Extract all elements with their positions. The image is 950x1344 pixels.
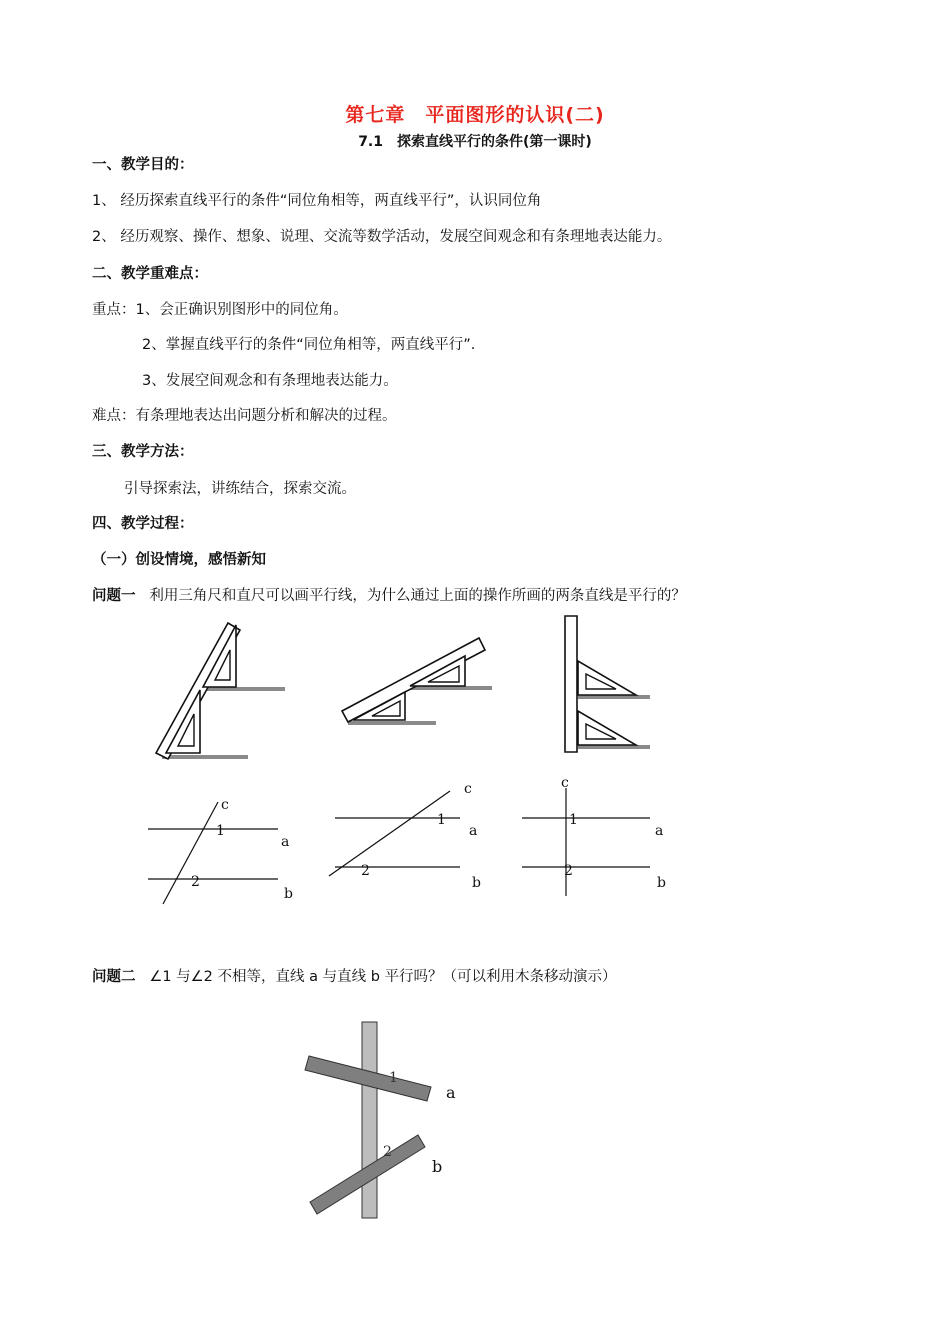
angle-1-label: 1 [569, 812, 578, 828]
difficulty-point: 难点：有条理地表达出问题分析和解决的过程。 [92, 408, 397, 424]
question-2 [92, 965, 617, 986]
ruler-triangle-group-3 [565, 616, 650, 752]
page-title: 第七章 平面图形的认识(二) [345, 104, 605, 126]
question-1-label: 问题一 [92, 588, 136, 604]
key-point-1: 重点：1、会正确识别图形中的同位角。 [92, 302, 348, 318]
angle-2-label: 2 [361, 863, 370, 879]
label-a: a [655, 823, 664, 839]
section-heading-method: 三、教学方法： [92, 444, 194, 460]
ruler-triangle-group-1 [156, 623, 285, 759]
label-b: b [657, 875, 666, 891]
angle-2-label: 2 [564, 863, 573, 879]
label-c: c [561, 775, 569, 791]
angle-2-label: 2 [383, 1144, 392, 1160]
transversal-diagram-1 [148, 797, 293, 904]
angle-1-label: 1 [437, 812, 446, 828]
section-heading-keypoints: 二、教学重难点： [92, 266, 208, 282]
label-b: b [432, 1157, 443, 1176]
angle-1-label: 1 [216, 823, 225, 839]
key-point-3: 3、发展空间观念和有条理地表达能力。 [142, 373, 398, 389]
section-heading-goals: 一、教学目的： [92, 157, 194, 173]
label-b: b [284, 886, 293, 902]
label-a: a [281, 834, 290, 850]
parallel-lines-figure [0, 600, 950, 970]
key-point-2: 2、掌握直线平行的条件“同位角相等，两直线平行”. [142, 337, 476, 353]
ruler-triangle-group-2 [342, 638, 492, 723]
vertical-stick [362, 1022, 377, 1218]
label-c: c [221, 797, 229, 813]
label-b: b [472, 875, 481, 891]
question-2-text: ∠1 与∠2 不相等，直线 a 与直线 b 平行吗？（可以利用木条移动演示） [149, 969, 617, 985]
section-heading-process: 四、教学过程： [92, 516, 194, 532]
question-2-label: 问题二 [92, 969, 136, 985]
transversal-diagram-2 [329, 781, 481, 891]
label-a: a [469, 823, 478, 839]
method-text: 引导探索法，讲练结合，探索交流。 [124, 481, 356, 497]
subsection-heading: （一）创设情境，感悟新知 [92, 552, 266, 568]
question-1-text: 利用三角尺和直尺可以画平行线，为什么通过上面的操作所画的两条直线是平行的？ [149, 588, 686, 604]
angle-1-label: 1 [389, 1070, 398, 1086]
goal-item-1: 1、 经历探索直线平行的条件“同位角相等，两直线平行”，认识同位角 [92, 193, 542, 209]
label-a: a [446, 1083, 456, 1102]
wooden-sticks-figure [280, 1010, 500, 1230]
goal-item-2: 2、 经历观察、操作、想象、说理、交流等数学活动，发展空间观念和有条理地表达能力。 [92, 229, 672, 245]
transversal-diagram-3 [522, 775, 666, 896]
angle-2-label: 2 [191, 874, 200, 890]
label-c: c [464, 781, 472, 797]
page-subtitle: 7.1 探索直线平行的条件(第一课时) [358, 134, 592, 150]
